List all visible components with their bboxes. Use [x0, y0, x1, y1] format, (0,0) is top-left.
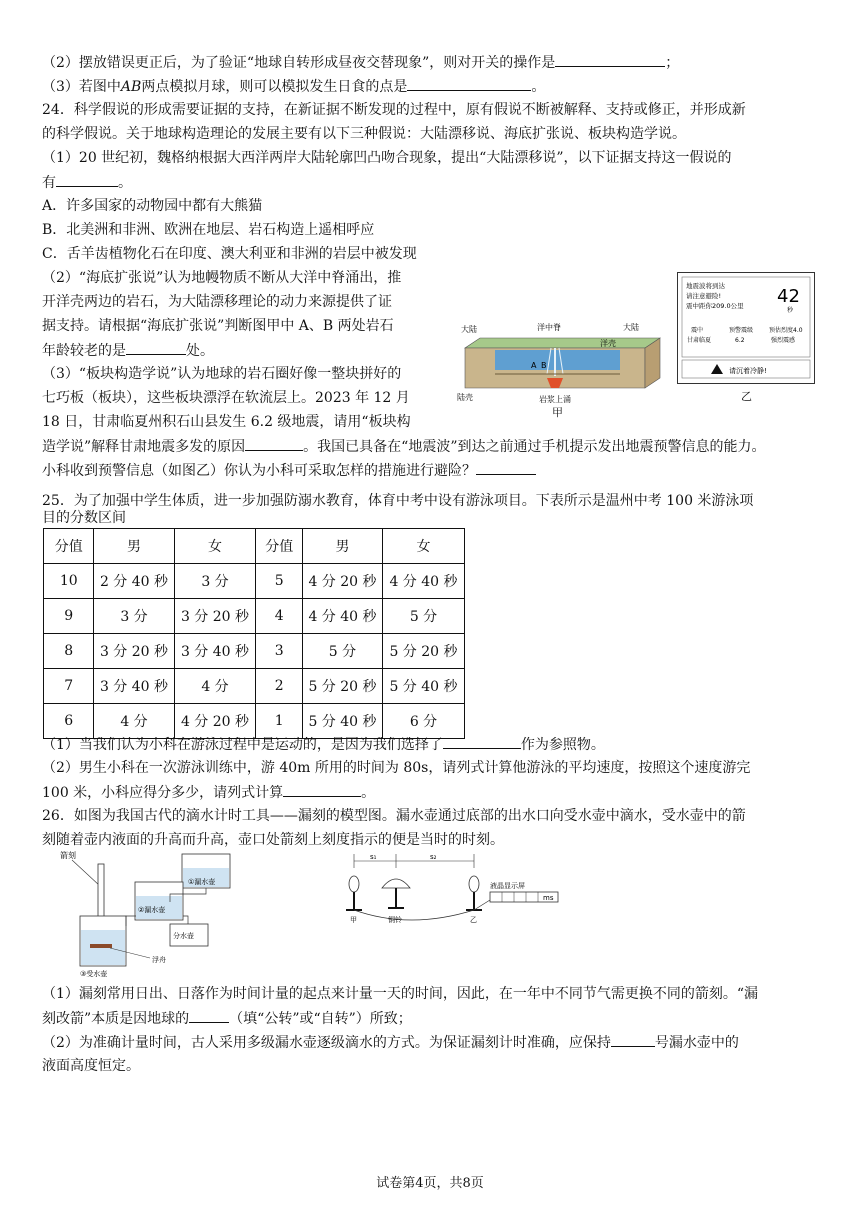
- table-cell: 9: [44, 599, 94, 634]
- q24-part2-3: 据支持。请根据“海底扩张说”判断图甲中 A、B 两处岩石: [42, 318, 394, 334]
- calm-message: 请沉着冷静!: [729, 367, 767, 375]
- answer-blank[interactable]: [245, 436, 303, 451]
- label-ocean-crust: 洋壳: [600, 339, 616, 348]
- answer-blank[interactable]: [126, 340, 186, 355]
- table-cell: 1: [256, 704, 302, 739]
- countdown-seconds: 42: [777, 286, 800, 307]
- table-cell: 7: [44, 669, 94, 704]
- label-pot-2: ②漏水壶: [138, 906, 166, 914]
- q24-option-a: A．许多国家的动物园中都有大熊猫: [42, 198, 263, 214]
- table-row: [44, 564, 465, 599]
- table-cell: 6 分: [382, 704, 464, 739]
- table-cell: 4 分 40 秒: [382, 564, 464, 599]
- table-cell: 4: [256, 599, 302, 634]
- table-cell: 3 分 20 秒: [94, 634, 174, 669]
- table-header: 女: [382, 529, 464, 564]
- label-magma: 岩浆上涌: [539, 395, 571, 404]
- table-cell: 5 分 20 秒: [382, 634, 464, 669]
- table-cell: 5 分: [302, 634, 382, 669]
- svg-text:预估烈度4.0: 预估烈度4.0: [769, 327, 803, 334]
- swim-score-table: [43, 528, 465, 739]
- table-cell: 3 分: [174, 564, 256, 599]
- svg-text:地震波将到达: 地震波将到达: [686, 282, 725, 290]
- table-cell: 3: [256, 634, 302, 669]
- table-cell: 5 分: [382, 599, 464, 634]
- q23-line-2: （2）摆放错误更正后，为了验证“地球自转形成昼夜交替现象”，则对开关的操作是 ；: [42, 52, 679, 73]
- table-header-row: [44, 529, 465, 564]
- q24-part1-1: （1）20 世纪初，魏格纳根据大西洋两岸大陆轮廓凹凸吻合现象，提出“大陆漂移说”，以下证据支持这一假说的: [42, 150, 732, 166]
- table-cell: 2 分 40 秒: [94, 564, 174, 599]
- q25-part2-2: 100 米，小科应得分多少，请列式计算 。: [42, 782, 375, 803]
- q26-part2-2: 液面高度恒定。: [42, 1058, 140, 1074]
- earthquake-warning-figure: [677, 272, 815, 384]
- table-header: 分值: [44, 529, 94, 564]
- q25-intro-2: 目的分数区间: [42, 510, 126, 526]
- label-float: 浮舟: [152, 956, 166, 964]
- table-cell: 4 分: [94, 704, 174, 739]
- table-cell: 5 分 40 秒: [302, 704, 382, 739]
- q24-part3-4: 造学说”解释甘肃地震多发的原因 。我国已具备在“地震波”到达之前通过手机提示发出地震预警信息的能力。: [42, 436, 765, 457]
- q24-part3-5: 小科收到预警信息（如图乙）你认为小科可采取怎样的措施进行避险？: [42, 460, 536, 481]
- table-cell: 3 分: [94, 599, 174, 634]
- answer-blank[interactable]: [189, 1008, 229, 1023]
- table-cell: 2: [256, 669, 302, 704]
- label-ms: ms: [543, 894, 554, 902]
- label-continent-right: 大陆: [623, 323, 639, 332]
- table-cell: 3 分 40 秒: [174, 634, 256, 669]
- label-lcd: 液晶显示屏: [490, 882, 525, 890]
- q25-intro-1: 25．为了加强中学生体质，进一步加强防溺水教育，体育中考中设有游泳项目。下表所示是温州中考 100 米游泳项: [42, 493, 754, 509]
- label-s2: s₂: [430, 853, 437, 861]
- label-s1: s₁: [370, 853, 377, 861]
- q24-part2-2: 开洋壳两边的岩石，为大陆漂移理论的动力来源提供了证: [42, 294, 392, 310]
- label-ridge: 洋中脊: [537, 323, 561, 332]
- table-cell: 4 分 40 秒: [302, 599, 382, 634]
- label-pot-1: ①漏水壶: [188, 878, 216, 886]
- svg-text:秒: 秒: [787, 307, 794, 314]
- q24-part3-2: 七巧板（板块），这些板块漂浮在软流层上。2023 年 12 月: [42, 390, 410, 406]
- table-cell: 5 分 40 秒: [382, 669, 464, 704]
- table-header: 男: [302, 529, 382, 564]
- svg-text:预警震级: 预警震级: [729, 327, 754, 334]
- q25-part2-1: （2）男生小科在一次游泳训练中，游 40m 所用的时间为 80s，请列式计算他游泳的平均速度，按照这个速度游完: [42, 760, 751, 776]
- sound-speed-figure: [340, 850, 570, 930]
- table-cell: 3 分 20 秒: [174, 599, 256, 634]
- q24-part2-4: 年龄较老的是 处。: [42, 340, 214, 361]
- answer-blank[interactable]: [283, 782, 361, 797]
- point-b: B: [541, 361, 547, 370]
- q26-intro-1: 26．如图为我国古代的滴水计时工具——漏刻的模型图。漏水壶通过底部的出水口向受水壶中滴水，受水壶中的箭: [42, 808, 746, 824]
- table-cell: 6: [44, 704, 94, 739]
- answer-blank[interactable]: [476, 460, 536, 475]
- label-jia: 甲: [350, 916, 357, 924]
- label-land-crust: 陆壳: [457, 393, 473, 402]
- q26-part1-2: 刻改箭”本质是因地球的 （填“公转”或“自转”）所致；: [42, 1008, 412, 1029]
- svg-text:震中距你209.0公里: 震中距你209.0公里: [686, 302, 744, 310]
- q23-line-3: （3）若图中AB两点模拟月球，则可以模拟发生日食的点是 。: [42, 76, 545, 97]
- label-arrow-scale: 箭刻: [60, 851, 76, 860]
- table-header: 女: [174, 529, 256, 564]
- svg-text:请注意避险!: 请注意避险!: [686, 292, 722, 300]
- svg-text:甘肃临夏: 甘肃临夏: [687, 337, 712, 344]
- table-cell: 10: [44, 564, 94, 599]
- q24-part2-1: （2）“海底扩张说”认为地幔物质不断从大洋中脊涌出，推: [42, 270, 402, 286]
- page-footer: 试卷第4页，共8页: [376, 1176, 484, 1191]
- svg-text:强烈震感: 强烈震感: [771, 337, 796, 344]
- table-cell: 5: [256, 564, 302, 599]
- clepsydra-figure: [60, 846, 260, 978]
- table-cell: 8: [44, 634, 94, 669]
- q26-part2-1: （2）为准确计量时间，古人采用多级漏水壶逐级滴水的方式。为保证漏刻计时准确，应保持 号漏水壶中的: [42, 1032, 739, 1053]
- label-split-pot: 分水壶: [173, 932, 194, 940]
- label-yi: 乙: [470, 916, 477, 924]
- q25-part1: （1）当我们认为小科在游泳过程中是运动的，是因为我们选择了 作为参照物。: [42, 734, 605, 755]
- point-a: A: [531, 361, 537, 370]
- answer-blank[interactable]: [611, 1032, 655, 1047]
- table-cell: 4 分: [174, 669, 256, 704]
- answer-blank[interactable]: [56, 172, 118, 187]
- q26-part1-1: （1）漏刻常用日出、日落作为时间计量的起点来计量一天的时间，因此，在一年中不同节气需更换不同的箭刻。“漏: [42, 986, 759, 1002]
- q24-option-c: C．舌羊齿植物化石在印度、澳大利亚和非洲的岩层中被发现: [42, 246, 417, 262]
- q24-part1-2: 有 。: [42, 172, 132, 193]
- answer-blank[interactable]: [443, 734, 521, 749]
- table-header: 分值: [256, 529, 302, 564]
- q24-option-b: B．北美洲和非洲、欧洲在地层、岩石构造上遥相呼应: [42, 222, 375, 238]
- answer-blank[interactable]: [407, 76, 531, 91]
- q26-intro-2: 刻随着壶内液面的升高而升高，壶口处箭刻上刻度指示的便是当时的时刻。: [42, 832, 504, 848]
- table-cell: 5 分 20 秒: [302, 669, 382, 704]
- q24-intro-2: 的科学假说。关于地球构造理论的发展主要有以下三种假说：大陆漂移说、海底扩张说、板块构造学说。: [42, 126, 686, 142]
- table-cell: 4 分 20 秒: [302, 564, 382, 599]
- table-cell: 3 分 40 秒: [94, 669, 174, 704]
- table-row: [44, 599, 465, 634]
- table-cell: 4 分 20 秒: [174, 704, 256, 739]
- q24-part3-3: 18 日，甘肃临夏州积石山县发生 6.2 级地震，请用“板块构: [42, 414, 411, 430]
- figure-label-yi: 乙: [741, 390, 752, 403]
- label-continent-left: 大陆: [461, 325, 477, 334]
- q24-part3-1: （3）“板块构造学说”认为地球的岩石圈好像一整块拼好的: [42, 366, 402, 382]
- seafloor-spreading-figure: [455, 318, 665, 406]
- answer-blank[interactable]: [555, 52, 665, 67]
- svg-text:6.2: 6.2: [735, 337, 745, 344]
- table-row: [44, 669, 465, 704]
- table-row: [44, 634, 465, 669]
- label-bell: 铜铃: [388, 916, 402, 924]
- figure-label-jia: 甲: [552, 406, 563, 419]
- q24-intro-1: 24．科学假说的形成需要证据的支持，在新证据不断发现的过程中，原有假说不断被解释、支持或修正，并形成新: [42, 102, 746, 118]
- svg-text:震中: 震中: [691, 327, 704, 334]
- label-pot-3: ③受水壶: [80, 970, 108, 978]
- table-header: 男: [94, 529, 174, 564]
